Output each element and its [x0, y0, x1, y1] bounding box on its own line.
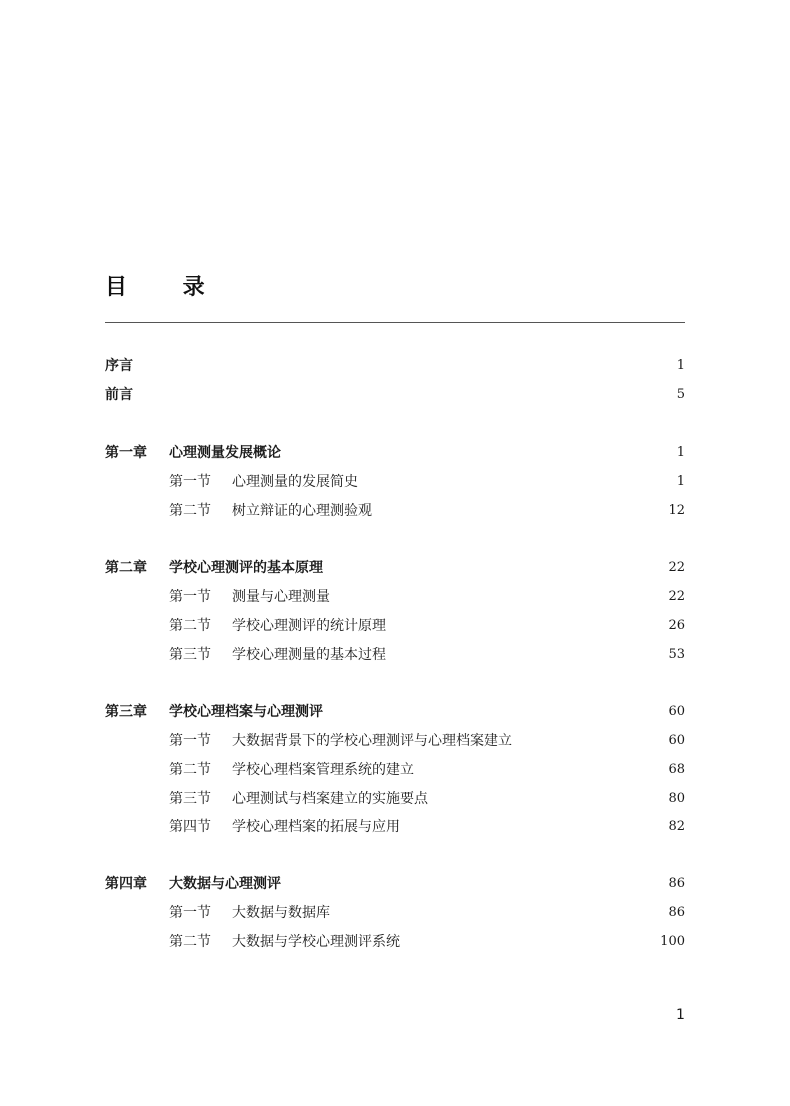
toc-chapter-3[interactable]	[105, 700, 685, 724]
toc-entry-page: 53	[668, 647, 685, 662]
section-number: 第一节	[169, 733, 211, 749]
toc-chapter-1[interactable]	[105, 441, 685, 465]
toc-entry-page: 86	[668, 905, 685, 920]
section-number: 第三节	[169, 647, 211, 663]
toc-chapter-2[interactable]	[105, 556, 685, 580]
section-title: 学校心理测量的基本过程	[232, 647, 386, 663]
toc-entry-page: 60	[668, 733, 685, 748]
toc-section[interactable]	[105, 815, 685, 839]
toc-chapter-4[interactable]	[105, 872, 685, 896]
chapter-title: 学校心理测评的基本原理	[169, 560, 323, 576]
toc-entry-page: 86	[668, 876, 685, 891]
toc-entry-page: 5	[676, 387, 685, 402]
chapter-title: 心理测量发展概论	[169, 445, 281, 461]
toc-entry-preface[interactable]	[105, 354, 685, 378]
section-title: 树立辩证的心理测验观	[232, 503, 372, 519]
section-title: 大数据背景下的学校心理测评与心理档案建立	[232, 733, 512, 749]
toc-entry-label: 前言	[105, 387, 133, 403]
chapter-title: 大数据与心理测评	[169, 876, 281, 892]
title-divider	[105, 322, 685, 323]
section-number: 第二节	[169, 503, 211, 519]
section-number: 第二节	[169, 934, 211, 950]
section-title: 心理测量的发展简史	[232, 474, 358, 490]
toc-section[interactable]	[105, 930, 685, 954]
toc-entry-page: 80	[668, 791, 685, 806]
toc-section[interactable]	[105, 758, 685, 782]
chapter-number: 第二章	[105, 560, 147, 576]
section-title: 学校心理档案的拓展与应用	[232, 819, 400, 835]
toc-section[interactable]	[105, 643, 685, 667]
section-title: 大数据与学校心理测评系统	[232, 934, 400, 950]
page-title: 目 录	[105, 275, 229, 300]
toc-section[interactable]	[105, 470, 685, 494]
toc-section[interactable]	[105, 499, 685, 523]
toc-section[interactable]	[105, 585, 685, 609]
section-number: 第一节	[169, 474, 211, 490]
toc-entry-page: 68	[668, 762, 685, 777]
toc-section[interactable]	[105, 729, 685, 753]
toc-entry-page: 22	[668, 589, 685, 604]
toc-section[interactable]	[105, 787, 685, 811]
toc-entry-page: 22	[668, 560, 685, 575]
toc-entry-label: 序言	[105, 358, 133, 374]
chapter-number: 第三章	[105, 704, 147, 720]
section-number: 第一节	[169, 589, 211, 605]
section-title: 大数据与数据库	[232, 905, 330, 921]
toc-entry-page: 1	[676, 474, 685, 489]
toc-entry-page: 82	[668, 819, 685, 834]
chapter-title: 学校心理档案与心理测评	[169, 704, 323, 720]
section-title: 学校心理测评的统计原理	[232, 618, 386, 634]
section-number: 第二节	[169, 762, 211, 778]
toc-entry-page: 100	[660, 934, 685, 949]
page-folio: 1	[676, 1007, 685, 1023]
section-number: 第二节	[169, 618, 211, 634]
section-title: 心理测试与档案建立的实施要点	[232, 791, 428, 807]
chapter-number: 第一章	[105, 445, 147, 461]
chapter-number: 第四章	[105, 876, 147, 892]
toc-entry-page: 1	[676, 445, 685, 460]
toc-entry-page: 60	[668, 704, 685, 719]
toc-section[interactable]	[105, 614, 685, 638]
section-number: 第三节	[169, 791, 211, 807]
toc-entry-page: 12	[668, 503, 685, 518]
toc-entry-page: 1	[676, 358, 685, 373]
toc-section[interactable]	[105, 901, 685, 925]
section-title: 测量与心理测量	[232, 589, 330, 605]
section-number: 第一节	[169, 905, 211, 921]
section-title: 学校心理档案管理系统的建立	[232, 762, 414, 778]
section-number: 第四节	[169, 819, 211, 835]
toc-entry-page: 26	[668, 618, 685, 633]
toc-entry-foreword[interactable]	[105, 383, 685, 407]
